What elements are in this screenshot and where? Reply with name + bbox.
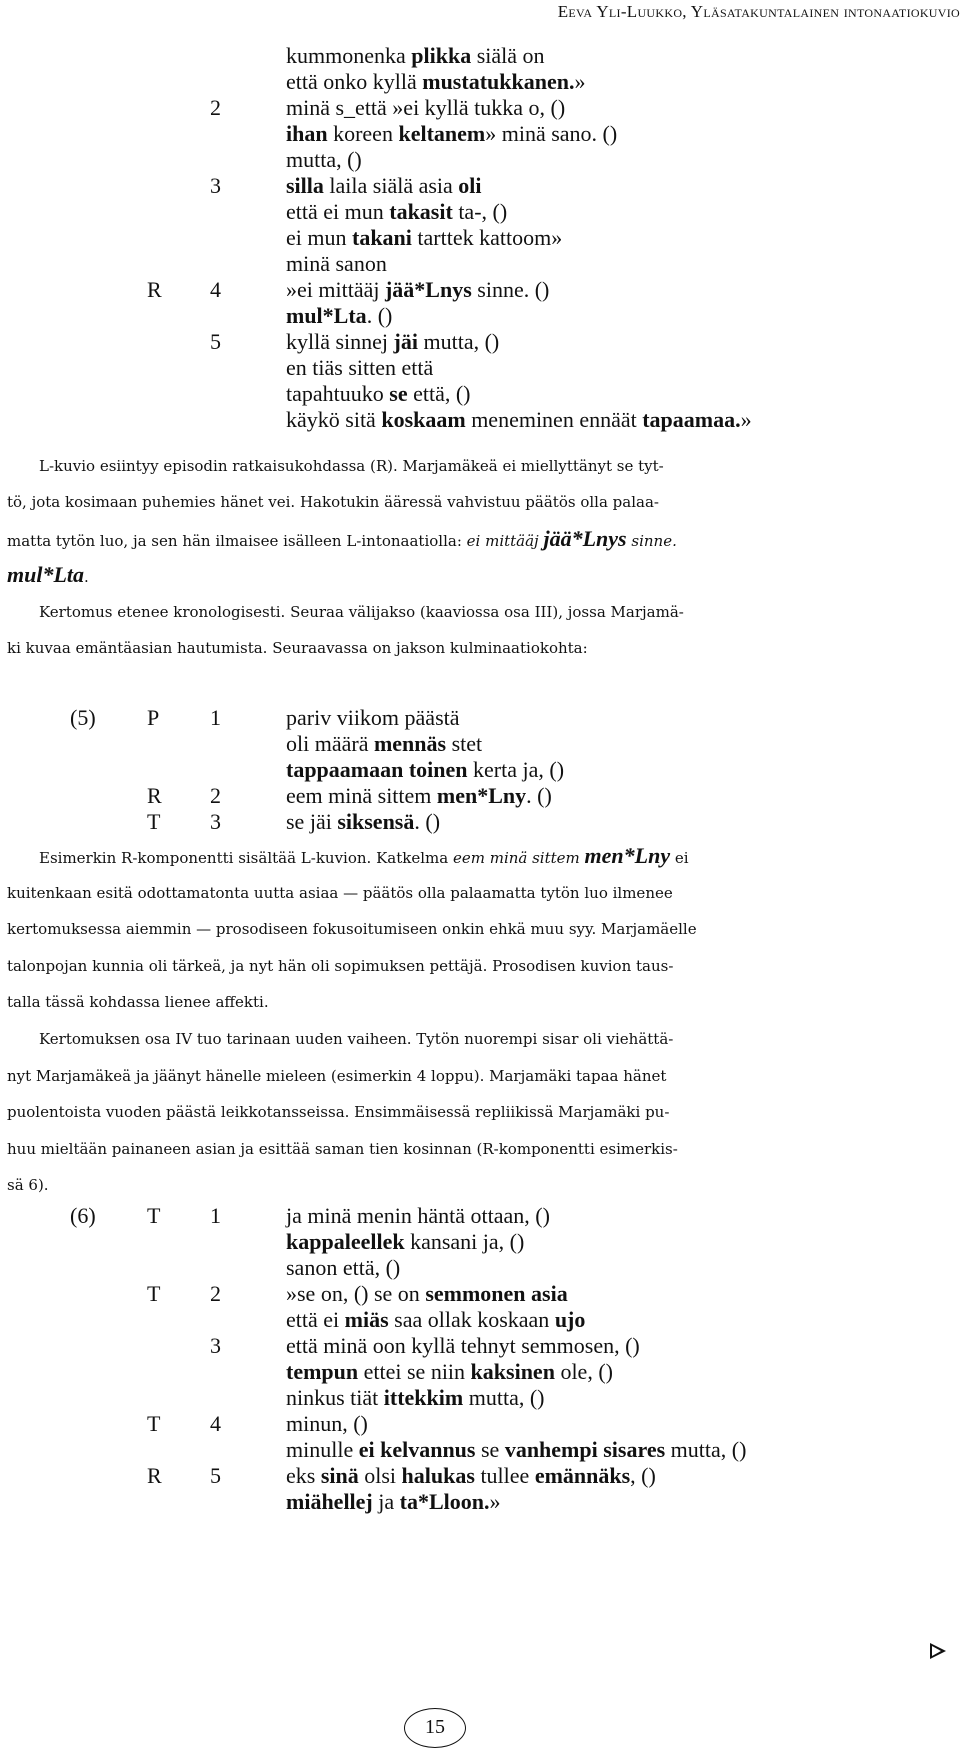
transcript-line	[0, 1203, 960, 1229]
utterance-segment: ole, ()	[554, 1359, 613, 1384]
utterance-segment: kummonenka	[286, 43, 412, 68]
transcript-line	[0, 1411, 960, 1437]
stressed-word: ittekkim	[383, 1385, 464, 1410]
utterance-segment: »	[740, 407, 752, 432]
paragraph-line	[7, 1094, 957, 1130]
stressed-word: takani	[352, 225, 412, 250]
transcript-line	[0, 1281, 960, 1307]
utterance-text	[286, 1463, 656, 1489]
utterance-text	[286, 173, 482, 199]
text-segment: nyt Marjamäkeä ja jäänyt hänelle mieleen (esimerkin 4 loppu). Marjamäki tapaa hänet	[7, 1066, 667, 1085]
utterance-text	[286, 783, 552, 809]
transcript-line	[0, 173, 960, 199]
line-number: 2	[210, 95, 221, 120]
transcript-line	[0, 757, 960, 783]
stressed-word: halukas	[401, 1463, 475, 1488]
utterance-text	[286, 1333, 640, 1359]
utterance-segment: laila siälä asia	[323, 173, 459, 198]
utterance-text	[286, 1437, 746, 1463]
stressed-word: miähellej	[286, 1489, 373, 1514]
transcript-line	[0, 95, 960, 121]
utterance-text	[286, 43, 545, 69]
stressed-word: ei kelvannus	[358, 1437, 476, 1462]
utterance-text	[286, 1229, 524, 1255]
stressed-word: mennäs	[373, 731, 447, 756]
text-segment: L-kuvio esiintyy episodin ratkaisukohdassa (R). Marjamäkeä ei miellyttänyt se tyt-	[39, 457, 664, 475]
utterance-segment: en tiäs sitten että	[286, 355, 434, 380]
speaker-code: P	[147, 705, 160, 730]
text-segment: sä 6).	[7, 1176, 49, 1195]
utterance-segment: mutta, ()	[665, 1437, 747, 1462]
utterance-text	[286, 1411, 368, 1437]
utterance-text	[286, 1307, 585, 1333]
utterance-segment: tapahtuuko	[286, 381, 390, 406]
utterance-text	[286, 809, 440, 835]
transcript-line	[0, 1385, 960, 1411]
stressed-word: semmonen asia	[425, 1281, 568, 1306]
speaker-code: R	[147, 277, 162, 302]
transcript-line	[0, 1489, 960, 1515]
stressed-word: ujo	[554, 1307, 586, 1332]
utterance-segment: ja	[372, 1489, 400, 1514]
utterance-segment: se	[475, 1437, 505, 1462]
paragraph-line	[7, 557, 957, 595]
text-segment: matta tytön luo, ja sen hän ilmaisee isälleen L-intonaatiolla:	[7, 531, 467, 550]
stressed-word: ta*Lloon.	[399, 1489, 490, 1514]
utterance-segment: mutta, ()	[463, 1385, 545, 1410]
utterance-segment: stet	[446, 731, 483, 756]
transcript-line	[0, 1359, 960, 1385]
utterance-segment: että minä oon kyllä tehnyt semmosen, ()	[286, 1333, 640, 1358]
stressed-word: sinä	[320, 1463, 359, 1488]
utterance-segment: tarttek kattoom»	[411, 225, 563, 250]
stressed-word: jää*Lnys	[384, 277, 472, 302]
cited-phrase: jää*Lnys	[543, 525, 627, 551]
text-segment: talla tässä kohdassa lienee affekti.	[7, 993, 269, 1012]
utterance-segment: sinne. ()	[471, 277, 550, 302]
utterance-segment: se jäi	[286, 809, 338, 834]
stressed-word: tapaamaa.	[642, 407, 741, 432]
paragraph-line	[7, 984, 957, 1020]
line-number: 3	[210, 809, 221, 834]
transcript-line	[0, 809, 960, 835]
cited-phrase: men*Lny	[584, 843, 671, 868]
text-segment: puolentoista vuoden päästä leikkotansseissa. Ensimmäisessä repliikissä Marjamäki pu-	[7, 1103, 670, 1122]
paragraph-line	[7, 521, 957, 559]
transcript-line	[0, 355, 960, 381]
speaker-code: T	[147, 1281, 161, 1306]
paragraph-line	[7, 448, 960, 484]
speaker-code: T	[147, 1411, 161, 1436]
utterance-segment: »se on, () se on	[286, 1281, 426, 1306]
transcript-line	[0, 199, 960, 225]
transcript-line	[0, 303, 960, 329]
utterance-text	[286, 69, 585, 95]
line-number: 2	[210, 783, 221, 808]
stressed-word: silla	[286, 173, 324, 198]
utterance-text	[286, 1385, 545, 1411]
utterance-segment: meneminen ennäät	[465, 407, 643, 432]
utterance-segment: että ei mun	[286, 199, 390, 224]
transcript-line	[0, 251, 960, 277]
paragraph-line	[7, 1058, 957, 1094]
stressed-word: vanhempi sisares	[504, 1437, 666, 1462]
utterance-segment: . ()	[414, 809, 441, 834]
line-number: 3	[210, 1333, 221, 1358]
utterance-segment: saa ollak koskaan	[388, 1307, 555, 1332]
utterance-segment: kansani ja, ()	[404, 1229, 525, 1254]
utterance-segment: että ei	[286, 1307, 345, 1332]
utterance-segment: , ()	[630, 1463, 656, 1488]
text-segment: kertomuksessa aiemmin — prosodiseen fokusoitumiseen onkin ehkä muu syy. Marjamäelle	[7, 920, 697, 939]
utterance-text	[286, 1359, 613, 1385]
utterance-segment: pariv viikom päästä	[286, 705, 460, 730]
utterance-segment: eks	[286, 1463, 321, 1488]
utterance-segment: »ei mittääj	[286, 277, 385, 302]
transcript-line	[0, 43, 960, 69]
transcript-line	[0, 705, 960, 731]
transcript-line	[0, 1333, 960, 1359]
transcript-line	[0, 407, 960, 433]
utterance-text	[286, 757, 564, 783]
continue-triangle-icon	[930, 1643, 946, 1659]
line-number: 1	[210, 1203, 221, 1228]
transcript-line	[0, 1307, 960, 1333]
transcript-line	[0, 69, 960, 95]
text-segment: kuitenkaan esitä odottamatonta uutta asiaa — päätös olla palaamatta tytön luo ilmenee	[7, 883, 673, 902]
transcript-line	[0, 731, 960, 757]
stressed-word: keltanem	[398, 121, 486, 146]
utterance-text	[286, 407, 752, 433]
text-segment: talonpojan kunnia oli tärkeä, ja nyt hän oli sopimuksen pettäjä. Prosodisen kuvion taus-	[7, 956, 674, 975]
text-segment: .	[84, 568, 89, 587]
cited-phrase: mul*Lta	[7, 562, 85, 588]
transcript-line	[0, 1255, 960, 1281]
utterance-text	[286, 121, 617, 147]
utterance-segment: olsi	[358, 1463, 402, 1488]
utterance-segment: ninkus tiät	[286, 1385, 384, 1410]
line-number: 1	[210, 705, 221, 730]
paragraph-line	[7, 594, 960, 630]
text-segment: Kertomus etenee kronologisesti. Seuraa välijakso (kaaviossa osa III), jossa Marjamä-	[39, 602, 684, 621]
cited-phrase: ei mittääj	[466, 531, 544, 550]
line-number: 4	[210, 277, 221, 302]
utterance-segment: minä s_että »ei kyllä tukka o, ()	[286, 95, 566, 120]
paragraph-line	[7, 948, 957, 984]
stressed-word: tempun	[286, 1359, 359, 1384]
utterance-text	[286, 199, 507, 225]
stressed-word: mustatukkanen.	[422, 69, 575, 94]
utterance-text	[286, 731, 482, 757]
utterance-segment: siälä on	[471, 43, 545, 68]
utterance-text	[286, 225, 562, 251]
utterance-segment: eem minä sittem	[286, 783, 437, 808]
utterance-text	[286, 303, 392, 329]
stressed-word: se	[389, 381, 408, 406]
transcript-line	[0, 329, 960, 355]
utterance-segment: käykö sitä	[286, 407, 382, 432]
transcript-line	[0, 121, 960, 147]
transcript-line	[0, 277, 960, 303]
transcript-line	[0, 1437, 960, 1463]
line-number: 2	[210, 1281, 221, 1306]
transcript-line	[0, 381, 960, 407]
utterance-segment: minä sanon	[286, 251, 387, 276]
stressed-word: oli	[458, 173, 482, 198]
utterance-segment: oli määrä	[286, 731, 374, 756]
paragraph-line	[7, 838, 960, 876]
utterance-segment: sanon että, ()	[286, 1255, 401, 1280]
utterance-text	[286, 277, 549, 303]
transcript-line	[0, 147, 960, 173]
stressed-word: jäi	[393, 329, 418, 354]
utterance-segment: »	[574, 69, 586, 94]
utterance-segment: koreen	[327, 121, 399, 146]
utterance-text	[286, 251, 387, 277]
utterance-segment: »	[489, 1489, 501, 1514]
text-segment: ki kuvaa emäntäasian hautumista. Seuraavassa on jakson kulminaatiokohta:	[7, 639, 588, 657]
stressed-word: kappaleellek	[286, 1229, 405, 1254]
transcript-line	[0, 1229, 960, 1255]
stressed-word: koskaam	[381, 407, 466, 432]
text-segment: Esimerkin R-komponentti sisältää L-kuvion. Katkelma	[39, 849, 453, 867]
utterance-text	[286, 95, 565, 121]
utterance-text	[286, 1281, 568, 1307]
utterance-text	[286, 329, 499, 355]
text-segment: ei	[670, 849, 689, 867]
stressed-word: takasit	[389, 199, 453, 224]
utterance-segment: ta-, ()	[452, 199, 508, 224]
line-number: 5	[210, 329, 221, 354]
text-segment: tö, jota kosimaan puhemies hänet vei. Hakotukin ääressä vahvistuu päätös olla palaa-	[7, 493, 659, 512]
cited-phrase: eem minä sittem	[452, 849, 585, 867]
paragraph-line	[7, 1131, 957, 1167]
line-number: 3	[210, 173, 221, 198]
line-number: 4	[210, 1411, 221, 1436]
utterance-segment: tullee	[474, 1463, 535, 1488]
paragraph-line	[7, 1167, 957, 1203]
utterance-segment: kerta ja, ()	[467, 757, 565, 782]
paragraph-line	[7, 484, 957, 520]
utterance-segment: minulle	[286, 1437, 359, 1462]
utterance-segment: ei mun	[286, 225, 352, 250]
utterance-segment: että, ()	[407, 381, 471, 406]
stressed-word: tappaamaan toinen	[286, 757, 468, 782]
stressed-word: plikka	[411, 43, 472, 68]
utterance-segment: . ()	[526, 783, 552, 808]
utterance-text	[286, 147, 362, 173]
speaker-code: T	[147, 1203, 161, 1228]
transcript-line	[0, 225, 960, 251]
stressed-word: ihan	[286, 121, 328, 146]
stressed-word: miäs	[344, 1307, 389, 1332]
stressed-word: men*Lny	[436, 783, 527, 808]
transcript-line	[0, 783, 960, 809]
text-segment: Kertomuksen osa IV tuo tarinaan uuden vaiheen. Tytön nuorempi sisar oli viehättä-	[39, 1030, 674, 1048]
cited-phrase: sinne.	[626, 531, 677, 550]
utterance-text	[286, 1255, 400, 1281]
example-number: (5)	[70, 705, 96, 730]
example-number: (6)	[70, 1203, 96, 1228]
utterance-text	[286, 355, 433, 381]
utterance-text	[286, 381, 471, 407]
stressed-word: kaksinen	[470, 1359, 555, 1384]
utterance-segment: että onko kyllä	[286, 69, 423, 94]
paragraph-line	[7, 630, 957, 666]
utterance-segment: minun, ()	[286, 1411, 368, 1436]
stressed-word: siksensä	[337, 809, 415, 834]
paragraph-line	[7, 875, 957, 911]
running-header: Eeva Yli-Luukko, Yläsatakuntalainen intonaatiokuvio	[557, 2, 960, 21]
paragraph-line	[7, 1021, 960, 1057]
utterance-segment: » minä sano. ()	[485, 121, 618, 146]
speaker-code: T	[147, 809, 161, 834]
utterance-segment: kyllä sinnej	[286, 329, 394, 354]
line-number: 5	[210, 1463, 221, 1488]
speaker-code: R	[147, 783, 162, 808]
speaker-code: R	[147, 1463, 162, 1488]
stressed-word: mul*Lta	[286, 303, 367, 328]
utterance-segment: ja minä menin häntä ottaan, ()	[286, 1203, 550, 1228]
page-number: 15	[425, 1716, 445, 1738]
utterance-text	[286, 705, 460, 731]
utterance-segment: mutta, ()	[418, 329, 500, 354]
utterance-segment: . ()	[366, 303, 393, 328]
utterance-text	[286, 1203, 550, 1229]
utterance-segment: ettei se niin	[358, 1359, 471, 1384]
paragraph-line	[7, 911, 957, 947]
text-segment: huu mieltään painaneen asian ja esittää saman tien kosinnan (R-komponentti esimerkis-	[7, 1139, 678, 1158]
utterance-text	[286, 1489, 501, 1515]
transcript-line	[0, 1463, 960, 1489]
utterance-segment: mutta, ()	[286, 147, 362, 172]
stressed-word: emännäks	[534, 1463, 631, 1488]
